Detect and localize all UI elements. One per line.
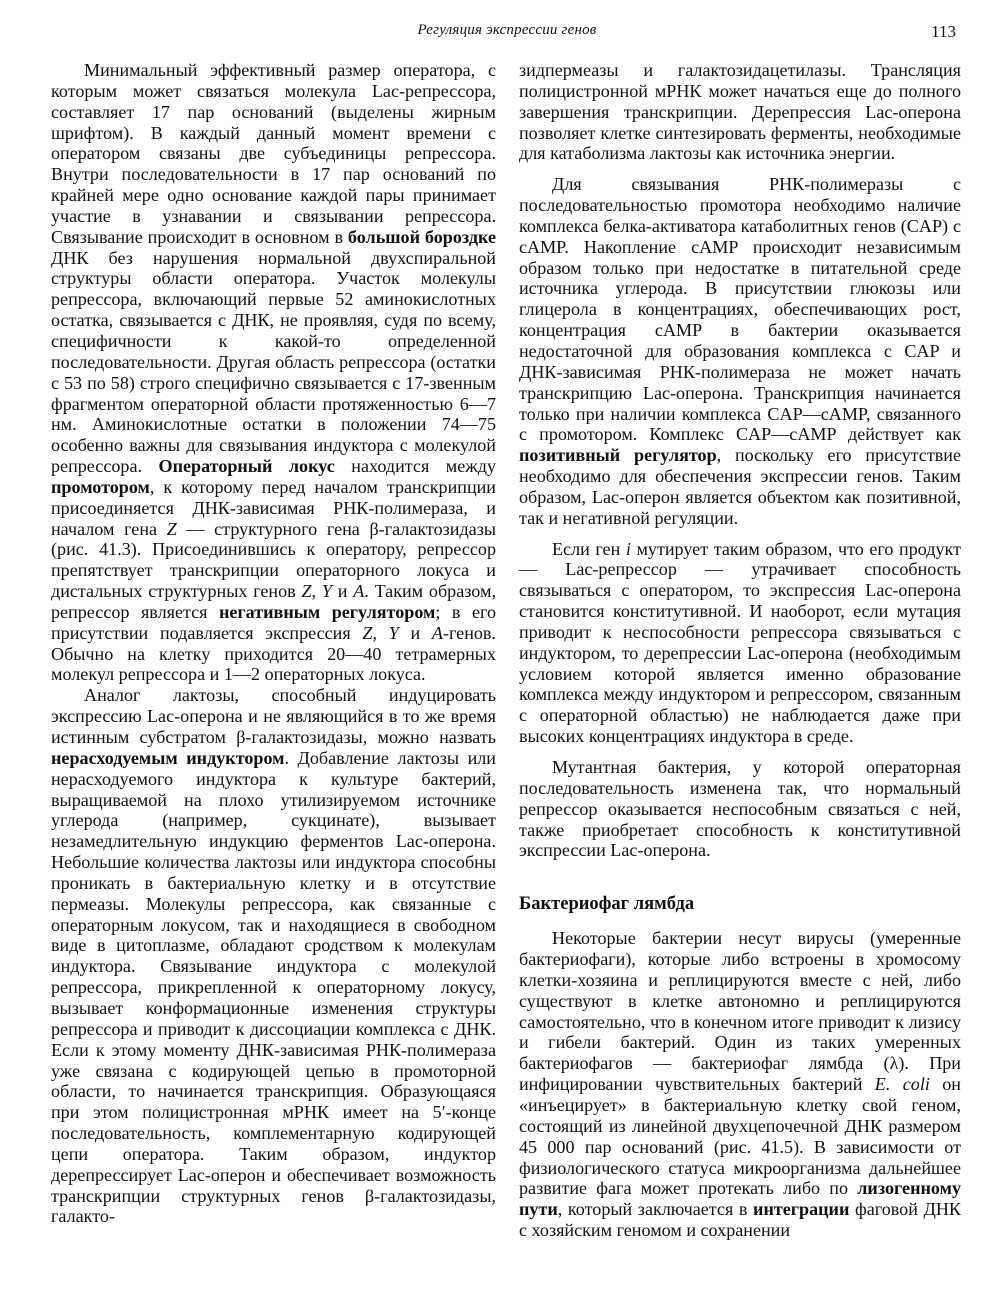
paragraph-continuation: зидпермеазы и галактозидацетилазы. Трансляция полицистронной мРНК может начаться еще до полного завершения транскрипции. Дерепрессия Lac-оперона позволяет клетке синтезировать ферменты, необходимые для катаболизма лактозы как источника энергии. (519, 60, 961, 164)
page-number: 113 (931, 22, 956, 41)
paragraph-operator-size: Минимальный эффективный размер оператора, с которым может связаться молекула Lac-репрессора, составляет 17 пар оснований (выделены жирным шрифтом). В каждый данный момент времени с оператором связаны две субъединицы репрессора. Внутри последовательности в 17 пар оснований по крайней мере одно основание каждой пары принимает участие в узнавании и связывании репрессора. Связывание происходит в основном в большой бороздке ДНК без нарушения нормальной двухспиральной структуры области оператора. Участок молекулы репрессора, включающий первые 52 аминокислотных остатка, связывается с ДНК, не проявляя, судя по всему, специфичности к какой-то определенной последовательности. Другая область репрессора (остатки с 53 по 58) строго специфично связывается с 17-звенным фрагментом операторной области протяженностью 6—7 нм. Аминокислотные остатки в положении 74—75 особенно важны для связывания индуктора с молекулой репрессора. Операторный локус находится между промотором, к которому перед началом транскрипции присоединяется ДНК-зависимая РНК-полимераза, и началом гена Z — структурного гена β-галактозидазы (рис. 41.3). Присоединившись к оператору, репрессор препятствует транскрипции операторного локуса и дистальных структурных генов Z, Y и A. Таким образом, репрессор является негативным регулятором; в его присутствии подавляется экспрессия Z, Y и A-генов. Обычно на клетку приходится 20—40 тетрамерных молекул репрессора и 1—2 операторных локуса. (51, 60, 497, 685)
paragraph-gratuitous-inducer: Аналог лактозы, способный индуцировать экспрессию Lac-оперона и не являющийся в то же время истинным субстратом β-галактозидазы, можно назвать нерасходуемым индуктором. Добавление лактозы или нерасходуемого индуктора к культуре бактерий, выращиваемой на плохо утилизируемом источнике углерода (например, сукцинате), вызывает незамедлительную индукцию ферментов Lac-оперона. Небольшие количества лактозы или индуктора способны проникать в бактериальную клетку и в отсутствие пермеазы. Молекулы репрессора, как связанные с операторным локусом, так и находящиеся в свободном виде в цитоплазме, обладают сродством к молекулам индуктора. Связывание индуктора с молекулой репрессора, прикрепленной к операторному локусу, вызывает конформационные изменения структуры репрессора и приводит к диссоциации комплекса с ДНК. Если к этому моменту ДНК-зависимая РНК-полимераза уже связана с кодирующей цепью в промоторной области, то начинается транскрипция. Образующаяся при этом полицистронная мРНК имеет на 5′-конце последовательность, комплементарную кодирующей цепи оператора. Таким образом, индуктор дерепрессирует Lac-оперон и обеспечивает возможность транскрипции структурных генов β-галактозидазы, галакто- (51, 685, 496, 1227)
paragraph-i-gene-mutation: Если ген i мутирует таким образом, что его продукт — Lac-репрессор — утрачивает способность связываться с оператором, то экспрессия Lac-оперона становится конститутивной. И наоборот, если мутация приводит к неспособности репрессора связываться с индуктором, то дерепрессии Lac-оперона (необходимым условием которой является именно образование комплекса между индуктором и репрессором, связанным с операторной областью) не наблюдается даже при высоких концентрациях индуктора в среде. (519, 538, 961, 747)
page-header (52, 22, 962, 46)
right-column (519, 60, 961, 1241)
section-heading-lambda: Бактериофаг лямбда (519, 894, 695, 915)
paragraph-lambda-phage: Некоторые бактерии несут вирусы (умеренные бактериофаги), которые либо встроены в хромосому клетки-хозяина и реплицируются вместе с ней, либо существуют в клетке автономно и реплицируются самостоятельно, что в конечном итоге приводит к лизису и гибели бактерий. Один из таких умеренных бактериофагов — бактериофаг лямбда (λ). При инфицировании чувствительных бактерий E. coli он «инъецирует» в бактериальную клетку свой геном, состоящий из линейной двухцепочечной ДНК размером 45 000 пар оснований (рис. 41.5). В зависимости от физиологического статуса микроорганизма дальнейшее развитие фага может протекать либо по лизогенному пути, который заключается в интеграции фаговой ДНК с хозяйским геномом и сохранении (519, 928, 961, 1241)
running-title: Регуляция экспрессии генов (417, 22, 597, 38)
paragraph-operator-mutant: Мутантная бактерия, у которой операторная последовательность изменена так, что нормальный репрессор оказывается неспособным связаться с ней, также приобретает способность к конститутивной экспрессии Lac-оперона. (519, 757, 961, 861)
paragraph-cap-camp: Для связывания РНК-полимеразы с последовательностью промотора необходимо наличие комплекса белка-активатора катаболитных генов (CAP) с cAMP. Накопление cAMP происходит независимым образом только при недостатке в питательной среде источника углерода. В присутствии глюкозы или глицерола в концентрациях, обеспечивающих рост, концентрация cAMP в бактерии оказывается недостаточной для образования комплекса с CAP и ДНК-зависимая РНК-полимераза не может начать транскрипцию Lac-оперона. Транскрипция начинается только при наличии комплекса CAP—cAMP, связанного с промотором. Комплекс CAP—cAMP действует как позитивный регулятор, поскольку его присутствие необходимо для обеспечения экспрессии генов. Таким образом, Lac-оперон является объектом как позитивной, так и негативной регуляции. (519, 174, 961, 528)
left-column (51, 60, 496, 1227)
